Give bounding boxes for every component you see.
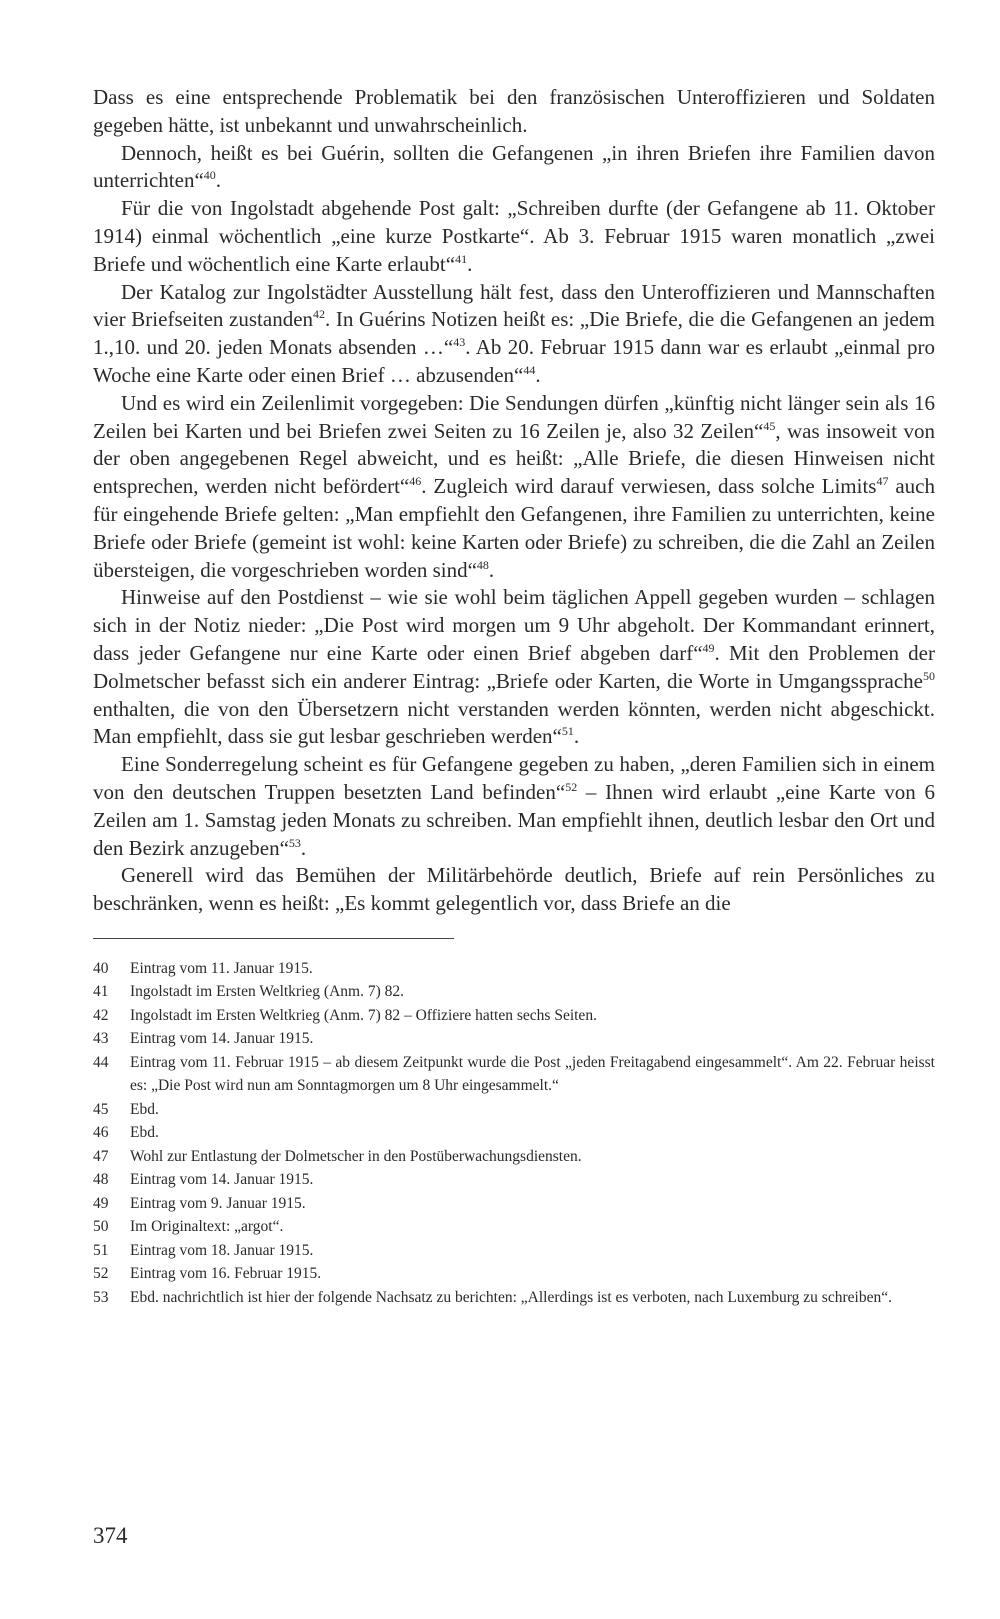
paragraph-text: . Mit den Problemen der Dolmetscher befasst sich ein anderer Eintrag: „Briefe oder Karten, die Worte in Umgangssprache bbox=[93, 640, 935, 693]
footnote-number: 51 bbox=[93, 1241, 109, 1259]
footnote-ref: 52 bbox=[565, 779, 578, 794]
footnote-ref: 44 bbox=[523, 362, 536, 377]
footnote bbox=[93, 1098, 935, 1122]
paragraph-text: Dennoch, heißt es bei Guérin, sollten die Gefangenen „in ihren Briefen ihre Familien davon unterrichten“ bbox=[93, 140, 935, 193]
paragraph-text: Eine Sonderregelung scheint es für Gefangene gegeben zu haben, „deren Familien sich in einem von den deutschen Truppen besetzten Land befinden“ bbox=[93, 752, 935, 804]
footnotes bbox=[93, 957, 935, 1310]
paragraph-text: auch für eingehende Briefe gelten: „Man empfiehlt den Gefangenen, ihre Familien zu unterrichten, keine Briefe oder Briefe (gemeint ist wohl: keine Karten oder Briefe) zu schreiben, die die Zahl an Zeilen übersteigen, die vorgeschrieben worden sind“ bbox=[93, 474, 935, 582]
paragraph-text: Dass es eine entsprechende Problematik bei den französischen Unteroffizieren und Soldaten gegeben hätte, ist unbekannt und unwahrscheinlich. bbox=[93, 85, 935, 137]
paragraph-text: Hinweise auf den Postdienst – wie sie wohl beim täglichen Appell gegeben wurden – schlagen sich in der Notiz nieder: „Die Post wird morgen um 9 Uhr abgeholt. Der Kommandant erinnert, dass jeder Gefangene nur eine Karte oder einen Brief abgeben darf“ bbox=[93, 585, 935, 665]
footnote bbox=[93, 1145, 935, 1169]
paragraph-text: . bbox=[215, 168, 222, 193]
footnote-ref: 48 bbox=[476, 557, 489, 572]
footnote bbox=[93, 1004, 935, 1028]
body-paragraph bbox=[93, 751, 935, 862]
footnote-ref: 46 bbox=[409, 474, 422, 489]
footnote-text: Eintrag vom 11. Januar 1915. bbox=[130, 959, 313, 977]
footnote-number: 41 bbox=[93, 983, 109, 1001]
body-paragraph bbox=[93, 195, 935, 278]
footnote-text: Eintrag vom 9. Januar 1915. bbox=[130, 1194, 306, 1212]
footnote-text: Ingolstadt im Ersten Weltkrieg (Anm. 7) 82. bbox=[130, 983, 404, 1001]
footnote bbox=[93, 1121, 935, 1145]
paragraph-text: Für die von Ingolstadt abgehende Post galt: „Schreiben durfte (der Gefangene ab 11. Oktober 1914) einmal wöchentlich „eine kurze Postkarte“. Ab 3. Februar 1915 waren monatlich „zwei Briefe und wöchentlich eine Karte erlaubt“ bbox=[93, 196, 935, 276]
footnote-text: Eintrag vom 11. Februar 1915 – ab diesem Zeitpunkt wurde die Post „jeden Freitagabend eingesammelt“. Am 22. Februar heisst es: „Die Post wird nun am Sonntagmorgen um 8 Uhr eingesammelt.“ bbox=[130, 1053, 935, 1095]
footnote-number: 45 bbox=[93, 1100, 109, 1118]
footnote-text: Wohl zur Entlastung der Dolmetscher in den Postüberwachungsdiensten. bbox=[130, 1147, 582, 1165]
paragraph-text: . bbox=[300, 835, 307, 860]
footnote-ref: 42 bbox=[313, 307, 326, 322]
footnote bbox=[93, 1215, 935, 1239]
footnote bbox=[93, 1051, 935, 1098]
footnote-text: Eintrag vom 16. Februar 1915. bbox=[130, 1265, 322, 1283]
paragraph-text: Der Katalog zur Ingolstädter Ausstellung hält fest, dass den Unteroffizieren und Mannschaften vier Briefseiten zustanden bbox=[93, 279, 935, 332]
footnote-ref: 50 bbox=[923, 668, 935, 683]
footnote-number: 52 bbox=[93, 1265, 109, 1283]
footnote-text: Ebd. bbox=[130, 1100, 159, 1118]
page-number: 374 bbox=[93, 1523, 128, 1548]
footnote bbox=[93, 1192, 935, 1216]
footnote-number: 48 bbox=[93, 1171, 109, 1189]
body-paragraph bbox=[93, 279, 935, 390]
body-paragraph bbox=[93, 140, 935, 196]
footnote-ref: 53 bbox=[288, 835, 301, 850]
footnote-number: 43 bbox=[93, 1030, 109, 1048]
footnote-text: Ebd. nachrichtlich ist hier der folgende Nachsatz zu berichten: „Allerdings ist es verboten, nach Luxemburg zu schreiben“. bbox=[130, 1288, 892, 1306]
footnote-number: 49 bbox=[93, 1194, 109, 1212]
footnote-text: Eintrag vom 14. Januar 1915. bbox=[130, 1171, 314, 1189]
footnote-text: Ingolstadt im Ersten Weltkrieg (Anm. 7) 82 – Offiziere hatten sechs Seiten. bbox=[130, 1006, 597, 1024]
paragraph-text: Und es wird ein Zeilenlimit vorgegeben: Die Sendungen dürfen „künftig nicht länger sein als 16 Zeilen bei Karten und bei Briefen zwei Seiten zu 16 Zeilen je, also 32 Zeilen“ bbox=[93, 390, 935, 443]
footnote-number: 47 bbox=[93, 1147, 109, 1165]
footnote-number: 44 bbox=[93, 1053, 109, 1071]
footnote-number: 50 bbox=[93, 1218, 109, 1236]
footnote bbox=[93, 1168, 935, 1192]
footnote-ref: 43 bbox=[453, 335, 466, 350]
footnote bbox=[93, 1286, 935, 1310]
paragraph-text: – Ihnen wird erlaubt „eine Karte von 6 Zeilen am 1. Samstag jeden Monats zu schreiben. Man empfiehlt ihnen, deutlich lesbar den Ort und den Bezirk anzugeben“ bbox=[93, 779, 935, 860]
paragraph-text: . In Guérins Notizen heißt es: „Die Briefe, die die Gefangenen an jedem 1.,10. und 20. jeden Monats absenden …“ bbox=[93, 307, 935, 360]
paragraph-text: . bbox=[535, 362, 541, 387]
page-content bbox=[93, 84, 935, 1309]
footnote-number: 40 bbox=[93, 959, 109, 977]
footnote-number: 53 bbox=[93, 1288, 109, 1306]
body-text bbox=[93, 84, 935, 918]
footnote bbox=[93, 1239, 935, 1263]
footnote-number: 42 bbox=[93, 1006, 109, 1024]
footnote bbox=[93, 1027, 935, 1051]
footnote bbox=[93, 1262, 935, 1286]
footnote-ref: 47 bbox=[876, 474, 889, 489]
footnote-ref: 49 bbox=[702, 640, 715, 655]
paragraph-text: . Zugleich wird darauf verwiesen, dass solche Limits bbox=[421, 474, 877, 499]
footnote-text: Im Originaltext: „argot“. bbox=[130, 1218, 284, 1236]
body-paragraph bbox=[93, 84, 935, 140]
paragraph-text: Generell wird das Bemühen der Militärbehörde deutlich, Briefe auf rein Persönliches zu beschränken, wenn es heißt: „Es kommt gelegentlich vor, dass Briefe an die bbox=[93, 863, 935, 916]
footnote-number: 46 bbox=[93, 1124, 109, 1142]
paragraph-text: , was insoweit von der oben angegebenen Regel abweicht, und es heißt: „Alle Briefe, die diesen Hinweisen nicht entsprechen, werden nicht befördert“ bbox=[93, 418, 935, 499]
footnote-text: Eintrag vom 14. Januar 1915. bbox=[130, 1030, 314, 1048]
body-paragraph bbox=[93, 584, 935, 751]
footnote-text: Eintrag vom 18. Januar 1915. bbox=[130, 1241, 314, 1259]
footnote-separator bbox=[93, 938, 454, 939]
paragraph-text: . bbox=[573, 724, 580, 749]
footnote-text: Ebd. bbox=[130, 1124, 159, 1142]
footnote-ref: 41 bbox=[455, 251, 468, 266]
paragraph-text: enthalten, die von den Übersetzern nicht verstanden werden könnten, werden nicht abgeschickt. Man empfiehlt, dass sie gut lesbar geschrieben werden“ bbox=[93, 696, 935, 749]
paragraph-text: . bbox=[488, 557, 495, 582]
body-paragraph bbox=[93, 390, 935, 585]
footnote-ref: 45 bbox=[763, 418, 776, 433]
footnote-ref: 51 bbox=[561, 724, 574, 739]
paragraph-text: . Ab 20. Februar 1915 dann war es erlaubt „einmal pro Woche eine Karte oder einen Brief … abzusenden“ bbox=[93, 335, 936, 387]
footnote-ref: 40 bbox=[203, 168, 216, 183]
footnote bbox=[93, 980, 935, 1004]
body-paragraph bbox=[93, 862, 935, 918]
footnote bbox=[93, 957, 935, 981]
paragraph-text: . bbox=[467, 251, 473, 276]
